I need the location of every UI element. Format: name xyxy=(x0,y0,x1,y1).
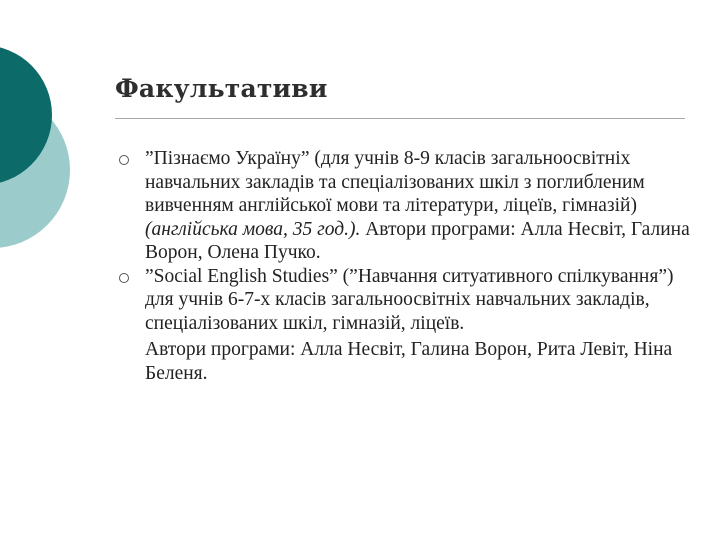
title-divider xyxy=(115,118,685,119)
item-2-authors: Автори програми: Алла Несвіт, Галина Ворон, Рита Левіт, Ніна Беленя. xyxy=(145,339,673,384)
hollow-circle-bullet-icon xyxy=(119,155,129,165)
hollow-circle-bullet-icon xyxy=(119,273,129,283)
list-item-ukraine-course xyxy=(110,147,690,265)
list-item-social-english-course xyxy=(110,265,690,336)
slide-title: Факультативи xyxy=(115,74,328,103)
decorative-circles xyxy=(0,0,120,300)
item-2-text: ”Social English Studies” (”Навчання ситуативного спілкування”) для учнів 6-7-х класів загальноосвітніх навчальних закладів, спеціалізованих шкіл, гімназій, ліцеїв. xyxy=(145,265,674,334)
item-1-authors: Автори програми: Алла Несвіт, Галина Ворон, Олена Пучко. xyxy=(145,218,690,263)
item-1-italic-note: (англійська мова, 35 год.). xyxy=(145,218,361,240)
bullet-list xyxy=(110,147,690,385)
item-1-text: ”Пізнаємо Україну” (для учнів 8-9 класів загальноосвітніх навчальних закладів та спеціалізованих шкіл з поглибленим вивченням англійської мови та літератури, ліцеїв, гімназій) xyxy=(145,148,645,216)
